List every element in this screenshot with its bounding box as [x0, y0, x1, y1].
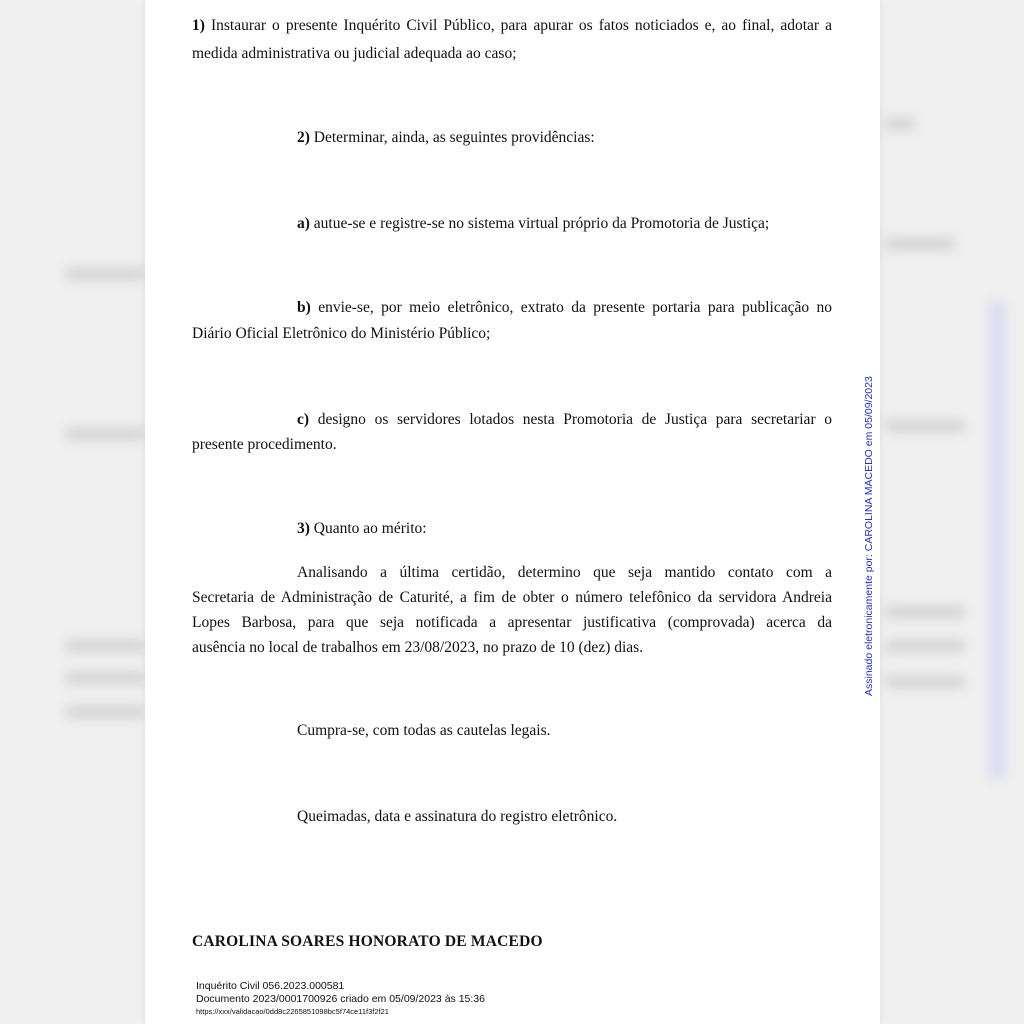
item-a	[297, 212, 837, 236]
item-3-number: 3)	[297, 520, 310, 537]
item-2-text: Determinar, ainda, as seguintes providências:	[313, 129, 595, 146]
item-c-line-1	[297, 408, 832, 432]
footer-validation-url[interactable]: https://xxx/validacao/0dd8c2265851098bc5f74ce11f3f2f21	[196, 1007, 389, 1016]
merit-line-2: Secretaria de Administração de Caturité, a fim de obter o número telefônico da servidora Andreia	[192, 589, 832, 606]
item-b-letter: b)	[297, 299, 311, 316]
item-2	[297, 126, 837, 150]
footer-inquerito: Inquérito Civil 056.2023.000581	[196, 980, 345, 992]
merit-line-1: Analisando a última certidão, determino que seja mantido contato com a	[297, 564, 832, 581]
item-1-line-1	[192, 14, 832, 38]
item-a-text: autue-se e registre-se no sistema virtual próprio da Promotoria de Justiça;	[313, 215, 770, 232]
merit-line-3: Lopes Barbosa, para que seja notificada a apresentar justificativa (comprovada) acerca da	[192, 614, 832, 631]
item-3	[297, 517, 837, 541]
place-date-text: Queimadas, data e assinatura do registro eletrônico.	[297, 808, 618, 825]
signature-stamp-text: Assinado eletronicamente por: CAROLINA MACEDO em 05/09/2023	[863, 376, 875, 696]
merit-line-4: ausência no local de trabalhos em 23/08/2023, no prazo de 10 (dez) dias.	[192, 639, 644, 656]
item-c-text: designo os servidores lotados nesta Promotoria de Justiça para secretariar o	[317, 411, 832, 428]
item-b-line-2: Diário Oficial Eletrônico do Ministério Público;	[192, 325, 491, 342]
footer-documento: Documento 2023/0001700926 criado em 05/09/2023 às 15:36	[196, 993, 485, 1005]
item-1-number: 1)	[192, 17, 205, 34]
item-c-letter: c)	[297, 411, 310, 428]
item-1-line-2: medida administrativa ou judicial adequada ao caso;	[192, 45, 517, 62]
electronic-signature-stamp	[862, 348, 876, 696]
item-b-text: envie-se, por meio eletrônico, extrato da presente portaria para publicação no	[318, 299, 833, 316]
closing-text: Cumpra-se, com todas as cautelas legais.	[297, 722, 551, 739]
item-3-text: Quanto ao mérito:	[313, 520, 427, 537]
item-c-line-2: presente procedimento.	[192, 436, 337, 453]
document-page	[145, 0, 880, 1024]
item-1-text: Instaurar o presente Inquérito Civil Público, para apurar os fatos noticiados e, ao final, adotar a	[210, 17, 832, 34]
item-2-number: 2)	[297, 129, 310, 146]
signer-name: CAROLINA SOARES HONORATO DE MACEDO	[192, 933, 543, 950]
item-b-line-1	[297, 296, 832, 320]
item-a-letter: a)	[297, 215, 310, 232]
